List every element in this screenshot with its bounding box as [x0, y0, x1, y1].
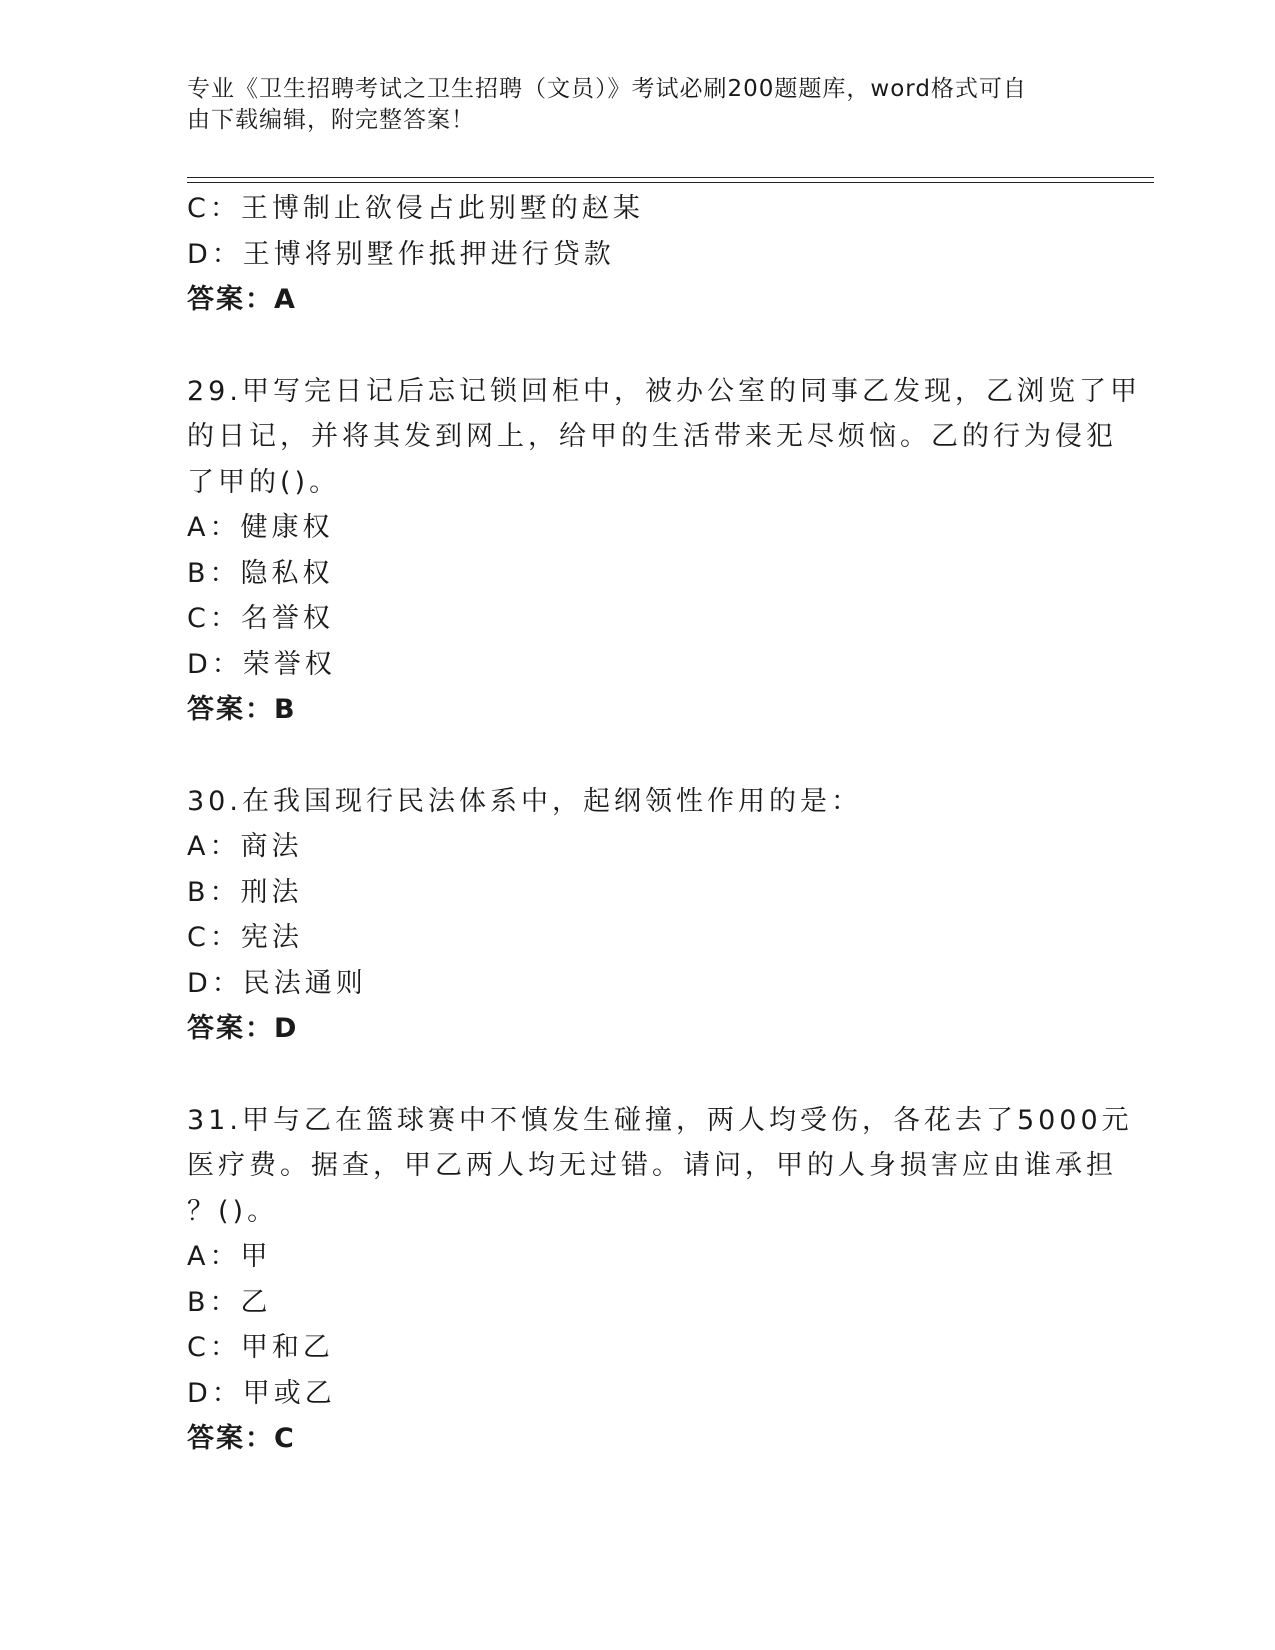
question-list — [187, 186, 1141, 1462]
stem-line: 医疗费。据查，甲乙两人均无过错。请问，甲的人身损害应由谁承担 — [187, 1150, 1117, 1181]
option-c: C：宪法 — [187, 922, 303, 953]
header-line-1: 专业《卫生招聘考试之卫生招聘（文员）》考试必刷200题题库，word格式可自 — [187, 76, 1027, 102]
question-stem — [187, 1098, 1133, 1235]
question-stem — [187, 779, 1077, 825]
option-c: C：名誉权 — [187, 603, 334, 634]
option-a: A：甲 — [187, 1241, 272, 1272]
option-a: A：健康权 — [187, 512, 334, 543]
question-31 — [187, 1098, 1133, 1462]
option-d: D：荣誉权 — [187, 648, 336, 680]
page-header — [187, 74, 1067, 136]
stem-line: 31.甲与乙在篮球赛中不慎发生碰撞，两人均受伤，各花去了5000元 — [187, 1104, 1133, 1136]
stem-line: 30.在我国现行民法体系中，起纲领性作用的是： — [187, 785, 862, 817]
spacer — [187, 1052, 1087, 1098]
option-d: D：民法通则 — [187, 967, 367, 999]
header-divider — [187, 177, 1154, 183]
header-line-2: 由下载编辑，附完整答案！ — [187, 107, 475, 133]
question-stem — [187, 369, 1141, 506]
question-29 — [187, 369, 1141, 733]
answer: 答案：B — [187, 694, 297, 725]
question-30 — [187, 779, 1087, 1052]
prev-question — [187, 186, 1087, 323]
answer: 答案：C — [187, 1423, 296, 1454]
option-a: A：商法 — [187, 831, 303, 862]
option-b: B：乙 — [187, 1286, 272, 1318]
stem-line: 29.甲写完日记后忘记锁回柜中，被办公室的同事乙发现，乙浏览了甲 — [187, 375, 1141, 407]
option-b: B：隐私权 — [187, 557, 334, 589]
stem-line: 了甲的()。 — [187, 466, 341, 498]
option-c: C：王博制止欲侵占此别墅的赵某 — [187, 193, 644, 224]
stem-line: 的日记，并将其发到网上，给甲的生活带来无尽烦恼。乙的行为侵犯 — [187, 421, 1117, 452]
option-c: C：甲和乙 — [187, 1332, 334, 1363]
answer: 答案：D — [187, 1013, 299, 1044]
option-d: D：王博将别墅作抵押进行贷款 — [187, 238, 615, 270]
spacer — [187, 323, 1087, 369]
option-b: B：刑法 — [187, 876, 303, 908]
stem-line: ？()。 — [187, 1195, 279, 1227]
answer: 答案：A — [187, 284, 297, 315]
option-d: D：甲或乙 — [187, 1377, 336, 1409]
spacer — [187, 733, 1087, 779]
